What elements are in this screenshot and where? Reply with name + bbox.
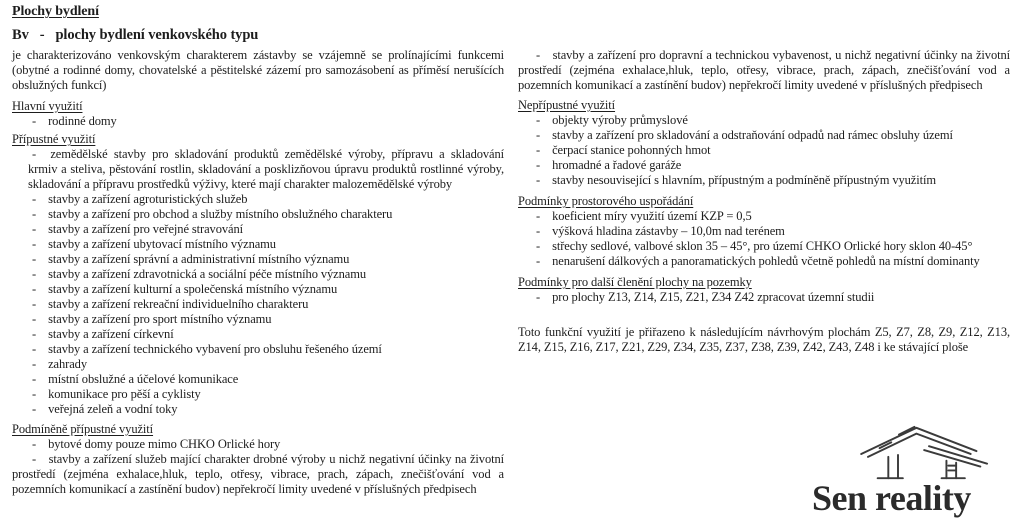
- bullet-dash: -: [32, 267, 37, 281]
- section-heading-podminky-prostoroveho: Podmínky prostorového uspořádání: [518, 194, 694, 208]
- bullet-dash: -: [32, 437, 37, 451]
- list-item-text: stavby a zařízení církevní: [48, 327, 174, 341]
- bullet-dash: -: [32, 222, 37, 236]
- list-item-text: stavby a zařízení pro obchod a služby místního obslužného charakteru: [48, 207, 393, 221]
- bullet-dash: -: [32, 402, 37, 416]
- list-item: [32, 252, 504, 267]
- bullet-dash: -: [32, 327, 37, 341]
- list-item-text: objekty výroby průmyslové: [552, 113, 688, 127]
- logo-text: Sen reality: [812, 478, 971, 518]
- list-item-text: čerpací stanice pohonných hmot: [552, 143, 711, 157]
- list-item: [536, 173, 1010, 188]
- bullet-dash: -: [32, 342, 37, 356]
- bullet-dash: -: [32, 237, 37, 251]
- list-item: [32, 114, 504, 129]
- bullet-dash: -: [536, 113, 541, 127]
- list-item: [32, 357, 504, 372]
- list-item: [32, 387, 504, 402]
- bullet-dash: -: [32, 207, 37, 221]
- bullet-dash: -: [32, 192, 37, 206]
- list-item: [32, 267, 504, 282]
- list-item: [536, 224, 1010, 239]
- list-item: [32, 237, 504, 252]
- list-item: [518, 48, 1010, 93]
- bullet-dash: -: [536, 128, 541, 142]
- bullet-dash: -: [32, 114, 37, 128]
- bullet-dash: -: [32, 297, 37, 311]
- bullet-dash: -: [536, 143, 541, 157]
- bullet-dash: -: [32, 372, 37, 386]
- section-heading-podminky-cleneni: Podmínky pro další členění plochy na pozemky: [518, 275, 752, 289]
- list-item-text: stavby a zařízení zdravotnická a sociální péče místního významu: [48, 267, 366, 281]
- bullet-dash: -: [536, 209, 541, 223]
- list-item-text: stavby a zařízení pro sport místního významu: [48, 312, 272, 326]
- bullet-dash: -: [32, 357, 37, 371]
- list-item-text: místní obslužné a účelové komunikace: [48, 372, 239, 386]
- list-item-text: stavby a zařízení pro veřejné stravování: [48, 222, 243, 236]
- section-heading-podminene-pripustne: Podmíněně přípustné využití: [12, 422, 154, 436]
- bullet-dash: -: [32, 452, 37, 466]
- list-item: [32, 327, 504, 342]
- bullet-dash: -: [536, 224, 541, 238]
- list-item-text: stavby a zařízení služeb mající charakter drobné výroby u nichž negativní účinky na životní prostředí (zejména exhalace,hluk, teplo, otřesy, vibrace, prach, zápach, znečišťování vod a pozemních komunikací a zastínění budov) nepřekročí limity uvedené v příslušných předpisech: [12, 452, 505, 496]
- list-item: [536, 209, 1010, 224]
- zone-code: Bv: [12, 27, 29, 43]
- list-item: [536, 254, 1010, 269]
- zone-separator: -: [39, 27, 45, 43]
- list-item-text: výšková hladina zástavby – 10,0m nad terénem: [552, 224, 785, 238]
- bullet-dash: -: [536, 48, 541, 62]
- list-item: [32, 342, 504, 357]
- section-heading-nepripustne-vyuziti: Nepřípustné využití: [518, 98, 616, 112]
- list-item-text: koeficient míry využití území KZP = 0,5: [552, 209, 752, 223]
- list-item: [32, 402, 504, 417]
- list-item: [32, 192, 504, 207]
- bullet-dash: -: [536, 290, 541, 304]
- bullet-dash: -: [536, 239, 541, 253]
- list-item: [32, 297, 504, 312]
- list-item: [28, 147, 504, 192]
- list-item-text: stavby a zařízení rekreační individuelního charakteru: [48, 297, 309, 311]
- list-item-text: stavby a zařízení pro skladování a odstraňování odpadů nad rámec obsluhy území: [552, 128, 953, 142]
- list-item-text: stavby a zařízení kulturní a společenská místního významu: [48, 282, 338, 296]
- list-item-text: stavby a zařízení technického vybavení pro obsluhu řešeného území: [48, 342, 382, 356]
- list-item-text: střechy sedlové, valbové sklon 35 – 45°, pro území CHKO Orlické hory sklon 40-45°: [552, 239, 973, 253]
- list-item: [32, 312, 504, 327]
- list-item-text: rodinné domy: [48, 114, 117, 128]
- list-item-text: pro plochy Z13, Z14, Z15, Z21, Z34 Z42 zpracovat územní studii: [552, 290, 875, 304]
- bullet-dash: -: [536, 158, 541, 172]
- bullet-dash: -: [32, 312, 37, 326]
- list-item: [32, 437, 504, 452]
- list-item: [536, 143, 1010, 158]
- list-item: [32, 372, 504, 387]
- zone-subtitle: [12, 27, 504, 44]
- list-item-text: veřejná zeleň a vodní toky: [48, 402, 178, 416]
- list-item: [536, 290, 1010, 305]
- closing-paragraph: Toto funkční využití je přiřazeno k následujícím návrhovým plochám Z5, Z7, Z8, Z9, Z12, Z13, Z14, Z15, Z16, Z17, Z21, Z29, Z34, Z35, Z37, Z38, Z39, Z42, Z43, Z48 i ke stávající ploše: [518, 325, 1010, 354]
- list-item: [32, 222, 504, 237]
- list-item: [32, 282, 504, 297]
- list-item-text: zemědělské stavby pro skladování produktů zemědělské výroby, přípravu a skladování krmiv a steliva, pěstování rostlin, skladování a posklizňovou úpravu produktů rostlinné výroby, skladování a přípravu prostředků výživy, které mají charakter malozemědělské výroby: [28, 147, 504, 191]
- list-item: [536, 158, 1010, 173]
- intro-paragraph: je charakterizováno venkovským charakterem zástavby se vzájemně se prolínajícími funkcemi (obytné a rodinné domy, chovatelské a pěstitelské zázemí pro samozásobení as příměsí nerušících obslužných funkcí): [12, 48, 504, 92]
- sen-reality-logo: [808, 420, 1018, 522]
- house-sketch-icon: [854, 422, 1004, 484]
- list-item: [536, 239, 1010, 254]
- list-item-text: stavby a zařízení pro dopravní a technickou vybavenost, u nichž negativní účinky na životní prostředí (zejména exhalace,hluk, teplo, otřesy, vibrace, prach, zápach, znečišťování vod a pozemních komunikací a zastínění budov) nepřekročí limity uvedené v příslušných předpisech: [518, 48, 1010, 92]
- bullet-dash: -: [32, 282, 37, 296]
- bullet-dash: -: [536, 173, 541, 187]
- list-item: [32, 207, 504, 222]
- section-heading-pripustne-vyuziti: Přípustné využití: [12, 132, 96, 146]
- document-right-column: [518, 0, 1010, 355]
- bullet-dash: -: [32, 147, 37, 161]
- section-heading-hlavni-vyuziti: Hlavní využití: [12, 99, 83, 113]
- list-item-text: stavby a zařízení agroturistických služeb: [48, 192, 248, 206]
- list-item-text: stavby a zařízení ubytovací místního významu: [48, 237, 276, 251]
- list-item-text: stavby a zařízení správní a administrativní místního významu: [48, 252, 350, 266]
- list-item-text: komunikace pro pěší a cyklisty: [48, 387, 201, 401]
- zone-title: plochy bydlení venkovského typu: [55, 27, 259, 43]
- list-item-text: zahrady: [48, 357, 87, 371]
- page-title: Plochy bydlení: [12, 4, 99, 19]
- list-item-text: nenarušení dálkových a panoramatických pohledů včetně pohledů na místní dominanty: [552, 254, 980, 268]
- list-item: [12, 452, 504, 497]
- document-left-column: [12, 0, 504, 497]
- list-item-text: bytové domy pouze mimo CHKO Orlické hory: [48, 437, 281, 451]
- list-item: [536, 128, 1010, 143]
- list-item-text: hromadné a řadové garáže: [552, 158, 682, 172]
- list-item-text: stavby nesouvisející s hlavním, přípustným a podmíněně přípustným využitím: [552, 173, 936, 187]
- bullet-dash: -: [32, 387, 37, 401]
- bullet-dash: -: [32, 252, 37, 266]
- list-item: [536, 113, 1010, 128]
- bullet-dash: -: [536, 254, 541, 268]
